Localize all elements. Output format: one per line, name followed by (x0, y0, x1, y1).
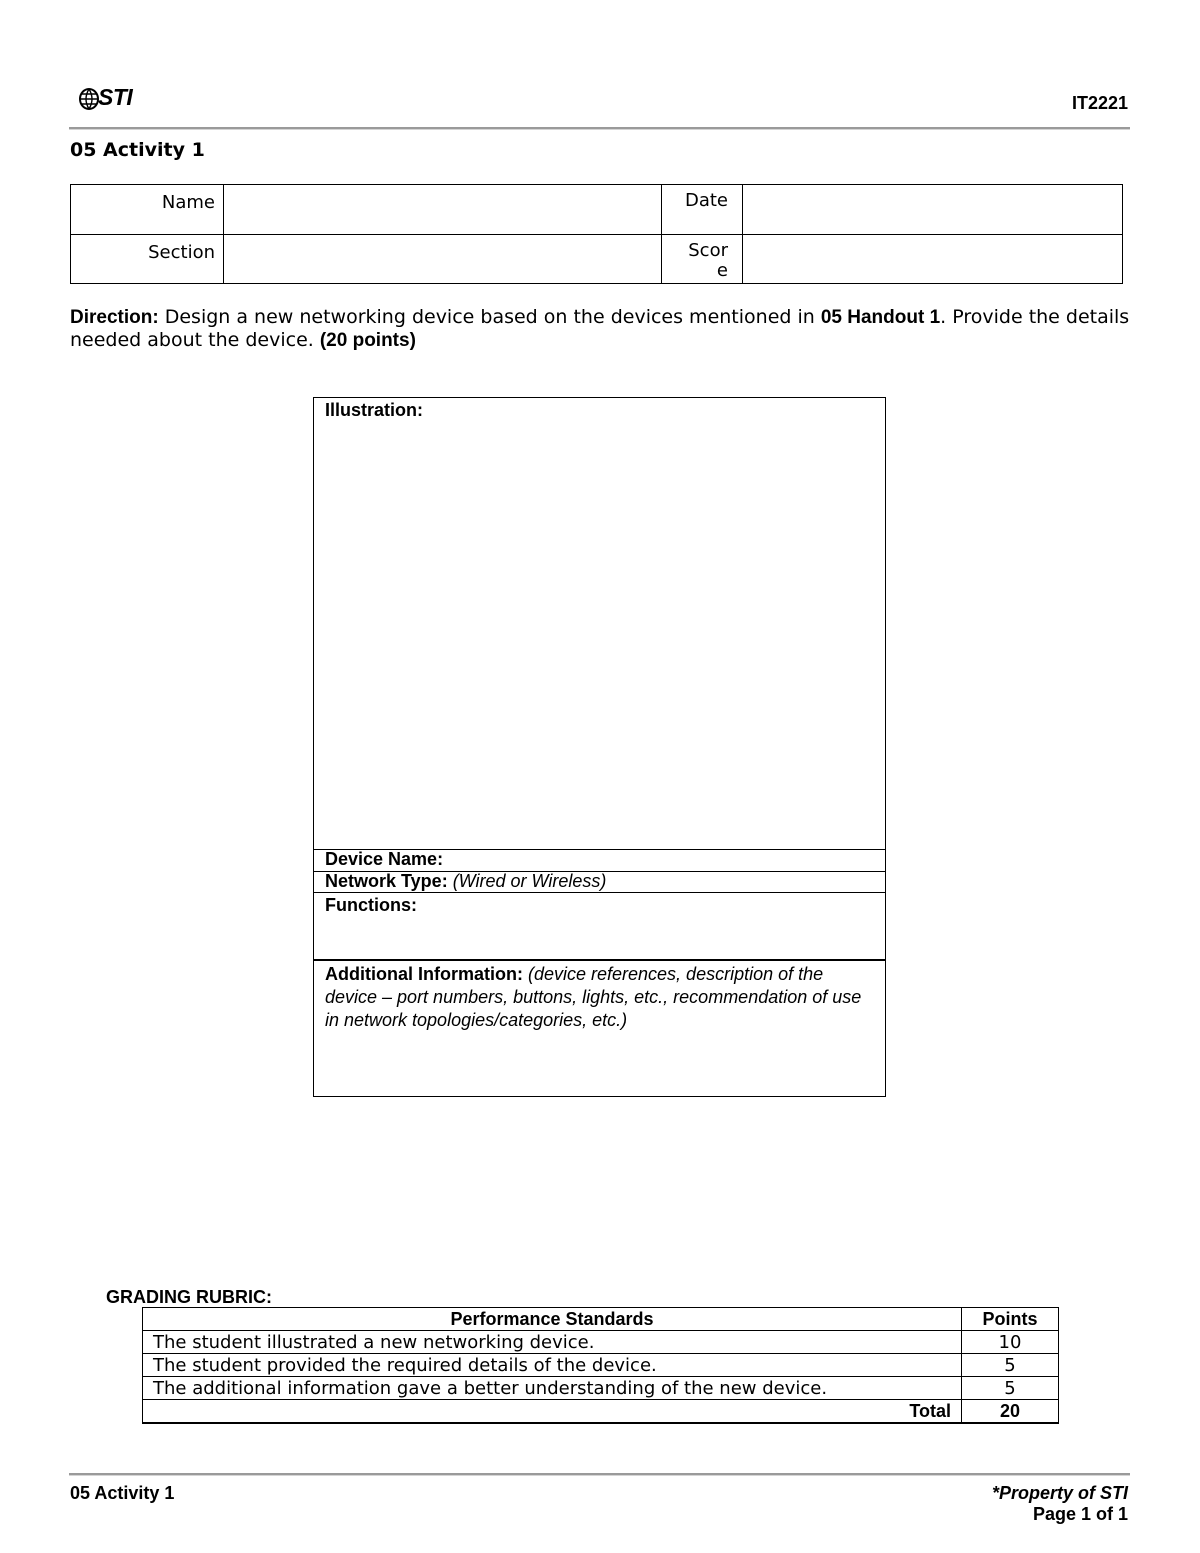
additional-info-label: Additional Information: (325, 964, 523, 984)
footer-property: *Property of STI (991, 1483, 1128, 1503)
score-label: Score (662, 235, 743, 284)
date-field[interactable] (743, 185, 1123, 235)
rubric-points: 10 (962, 1331, 1059, 1354)
footer-divider (69, 1473, 1130, 1475)
functions-label: Functions: (325, 895, 417, 915)
rubric-total-value: 20 (962, 1400, 1059, 1424)
name-label: Name (71, 185, 224, 235)
rubric-criterion: The additional information gave a better understanding of the new device. (143, 1377, 962, 1400)
additional-info-field[interactable] (314, 963, 885, 1096)
date-label: Date (662, 185, 743, 235)
illustration-label: Illustration: (325, 400, 423, 420)
handout-reference: 05 Handout 1 (820, 307, 941, 328)
direction-body-1: Design a new networking device based on the devices mentioned in (158, 306, 821, 328)
rubric-points: 5 (962, 1377, 1059, 1400)
logo-text: STI (98, 84, 133, 110)
score-field[interactable] (743, 235, 1123, 284)
footer-right (992, 1483, 1128, 1525)
rubric-points: 5 (962, 1354, 1059, 1377)
page-title: 05 Activity 1 (70, 139, 205, 161)
header-divider (69, 127, 1130, 129)
device-name-label: Device Name: (325, 849, 444, 869)
table-row (143, 1331, 1059, 1354)
student-info-table (70, 184, 1123, 284)
footer-doc-name: 05 Activity 1 (70, 1483, 175, 1503)
network-type-field[interactable] (314, 872, 885, 893)
rubric-total-label: Total (143, 1400, 962, 1424)
network-type-label: Network Type: (325, 871, 448, 891)
name-field[interactable] (224, 185, 662, 235)
rubric-criterion: The student illustrated a new networking device. (143, 1331, 962, 1354)
device-design-form (313, 397, 886, 1097)
device-name-field[interactable] (314, 850, 885, 872)
direction-points: (20 points) (319, 330, 416, 351)
rubric-title: GRADING RUBRIC: (106, 1287, 272, 1307)
functions-field[interactable] (314, 893, 885, 961)
table-row (143, 1354, 1059, 1377)
section-field[interactable] (224, 235, 662, 284)
direction-body-2: . Provide the details needed about the device. (70, 306, 1130, 351)
rubric-header-standards: Performance Standards (143, 1308, 962, 1331)
illustration-area[interactable] (314, 398, 885, 850)
network-type-hint: (Wired or Wireless) (447, 871, 607, 891)
rubric-criterion: The student provided the required details of the device. (143, 1354, 962, 1377)
section-label: Section (71, 235, 224, 284)
table-row (143, 1377, 1059, 1400)
rubric-total-row (143, 1400, 1059, 1424)
rubric-header-points: Points (962, 1308, 1059, 1331)
direction-text (70, 306, 1130, 352)
rubric-header-row (143, 1308, 1059, 1331)
course-code: IT2221 (1071, 93, 1128, 113)
footer-page-number: Page 1 of 1 (1032, 1504, 1128, 1524)
additional-info-hint: (device references, description of the device – port numbers, buttons, lights, etc., recommendation of use in network topologies/categories, etc.) (325, 964, 862, 1030)
grading-rubric-table (142, 1307, 1059, 1424)
direction-label: Direction: (70, 307, 159, 328)
